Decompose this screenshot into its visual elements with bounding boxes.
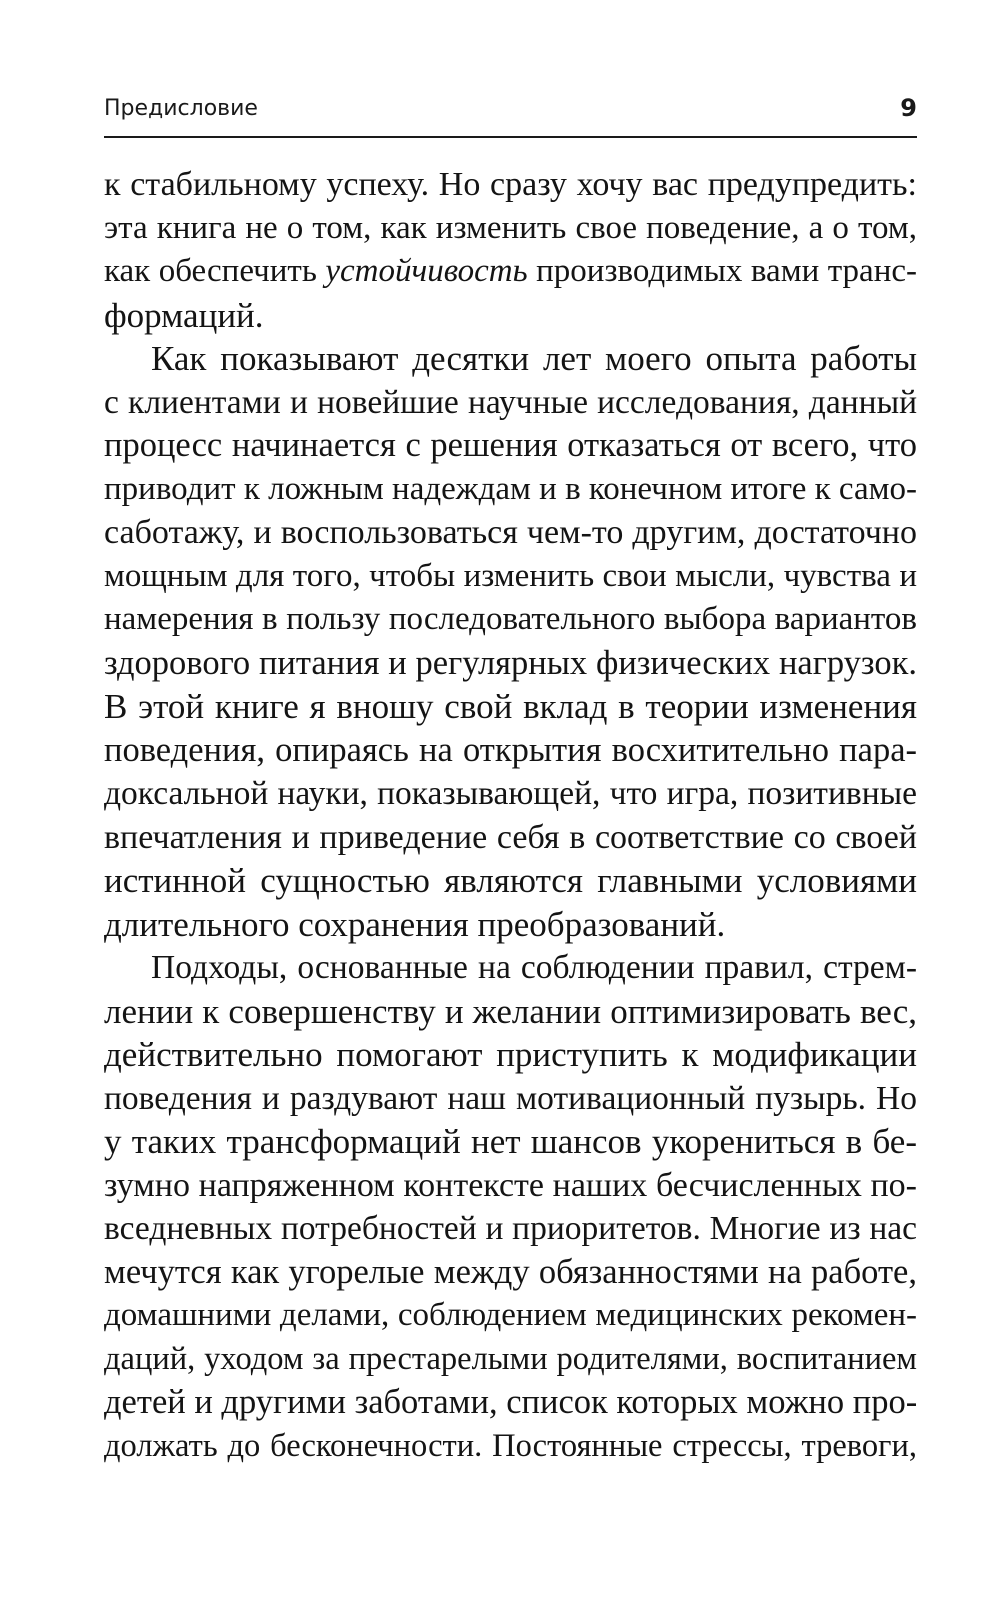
body-text: [104, 163, 917, 1468]
text-line: лении к совершенству и желании оптимизировать вес,: [104, 991, 917, 1031]
text-line: [104, 250, 917, 294]
text-line: должать до бесконечности. Постоянные стрессы, тревоги,: [104, 1427, 917, 1464]
text-segment: как обеспечить: [104, 253, 326, 289]
text-segment: производимых вами транс-: [527, 253, 917, 289]
text-line: В этой книге я вношу свой вклад в теории изменения: [104, 687, 917, 726]
text-line: намерения в пользу последовательного выбора вариантов: [104, 601, 917, 637]
text-line: формаций.: [104, 295, 264, 335]
text-line: детей и другими заботами, список которых можно про-: [104, 1383, 918, 1421]
text-line: Как показывают десятки лет моего опыта работы: [151, 339, 917, 378]
text-line: зумно напряженном контексте наших бесчисленных по-: [104, 1166, 917, 1204]
text-line: Подходы, основанные на соблюдении правил, стрем-: [151, 949, 917, 986]
text-line: действительно помогают приступить к модификации: [104, 1035, 917, 1074]
text-line: к стабильному успеху. Но сразу хочу вас предупредить:: [104, 166, 917, 203]
text-line: домашними делами, соблюдением медицинских рекомен-: [104, 1297, 917, 1333]
text-line: с клиентами и новейшие научные исследования, данный: [104, 383, 917, 421]
text-line: процесс начинается с решения отказаться от всего, что: [104, 426, 917, 464]
emphasized-word: устойчивость: [325, 253, 528, 289]
text-line: мощным для того, чтобы изменить свои мысли, чувства и: [104, 557, 917, 594]
text-line: вседневных потребностей и приоритетов. Многие из нас: [104, 1210, 917, 1247]
text-line: у таких трансформаций нет шансов укорениться в бе-: [104, 1122, 917, 1161]
text-line: даций, уходом за престарелыми родителями, воспитанием: [104, 1340, 917, 1377]
text-line: здорового питания и регулярных физических нагрузок.: [104, 643, 917, 682]
text-line: приводит к ложным надеждам и в конечном итоге к само-: [104, 470, 917, 507]
text-line: эта книга не о том, как изменить свое поведение, а о том,: [104, 209, 917, 246]
section-title: Предисловие: [104, 96, 258, 121]
text-line: саботажу, и воспользоваться чем-то другим, достаточно: [104, 514, 917, 551]
text-line: впечатления и приведение себя в соответствие со своей: [104, 818, 917, 856]
text-line: длительного сохранения преобразований.: [104, 904, 726, 944]
running-header: [104, 92, 917, 138]
text-line: истинной сущностью являются главными условиями: [104, 861, 917, 900]
text-line: поведения, опираясь на открытия восхитительно пара-: [104, 730, 917, 769]
text-line: мечутся как угорелые между обязанностями на работе,: [104, 1252, 917, 1291]
text-line: поведения и раздувают наш мотивационный пузырь. Но: [104, 1079, 917, 1117]
text-line: доксальной науки, показывающей, что игра, позитивные: [104, 775, 917, 812]
page-number: 9: [900, 94, 917, 122]
